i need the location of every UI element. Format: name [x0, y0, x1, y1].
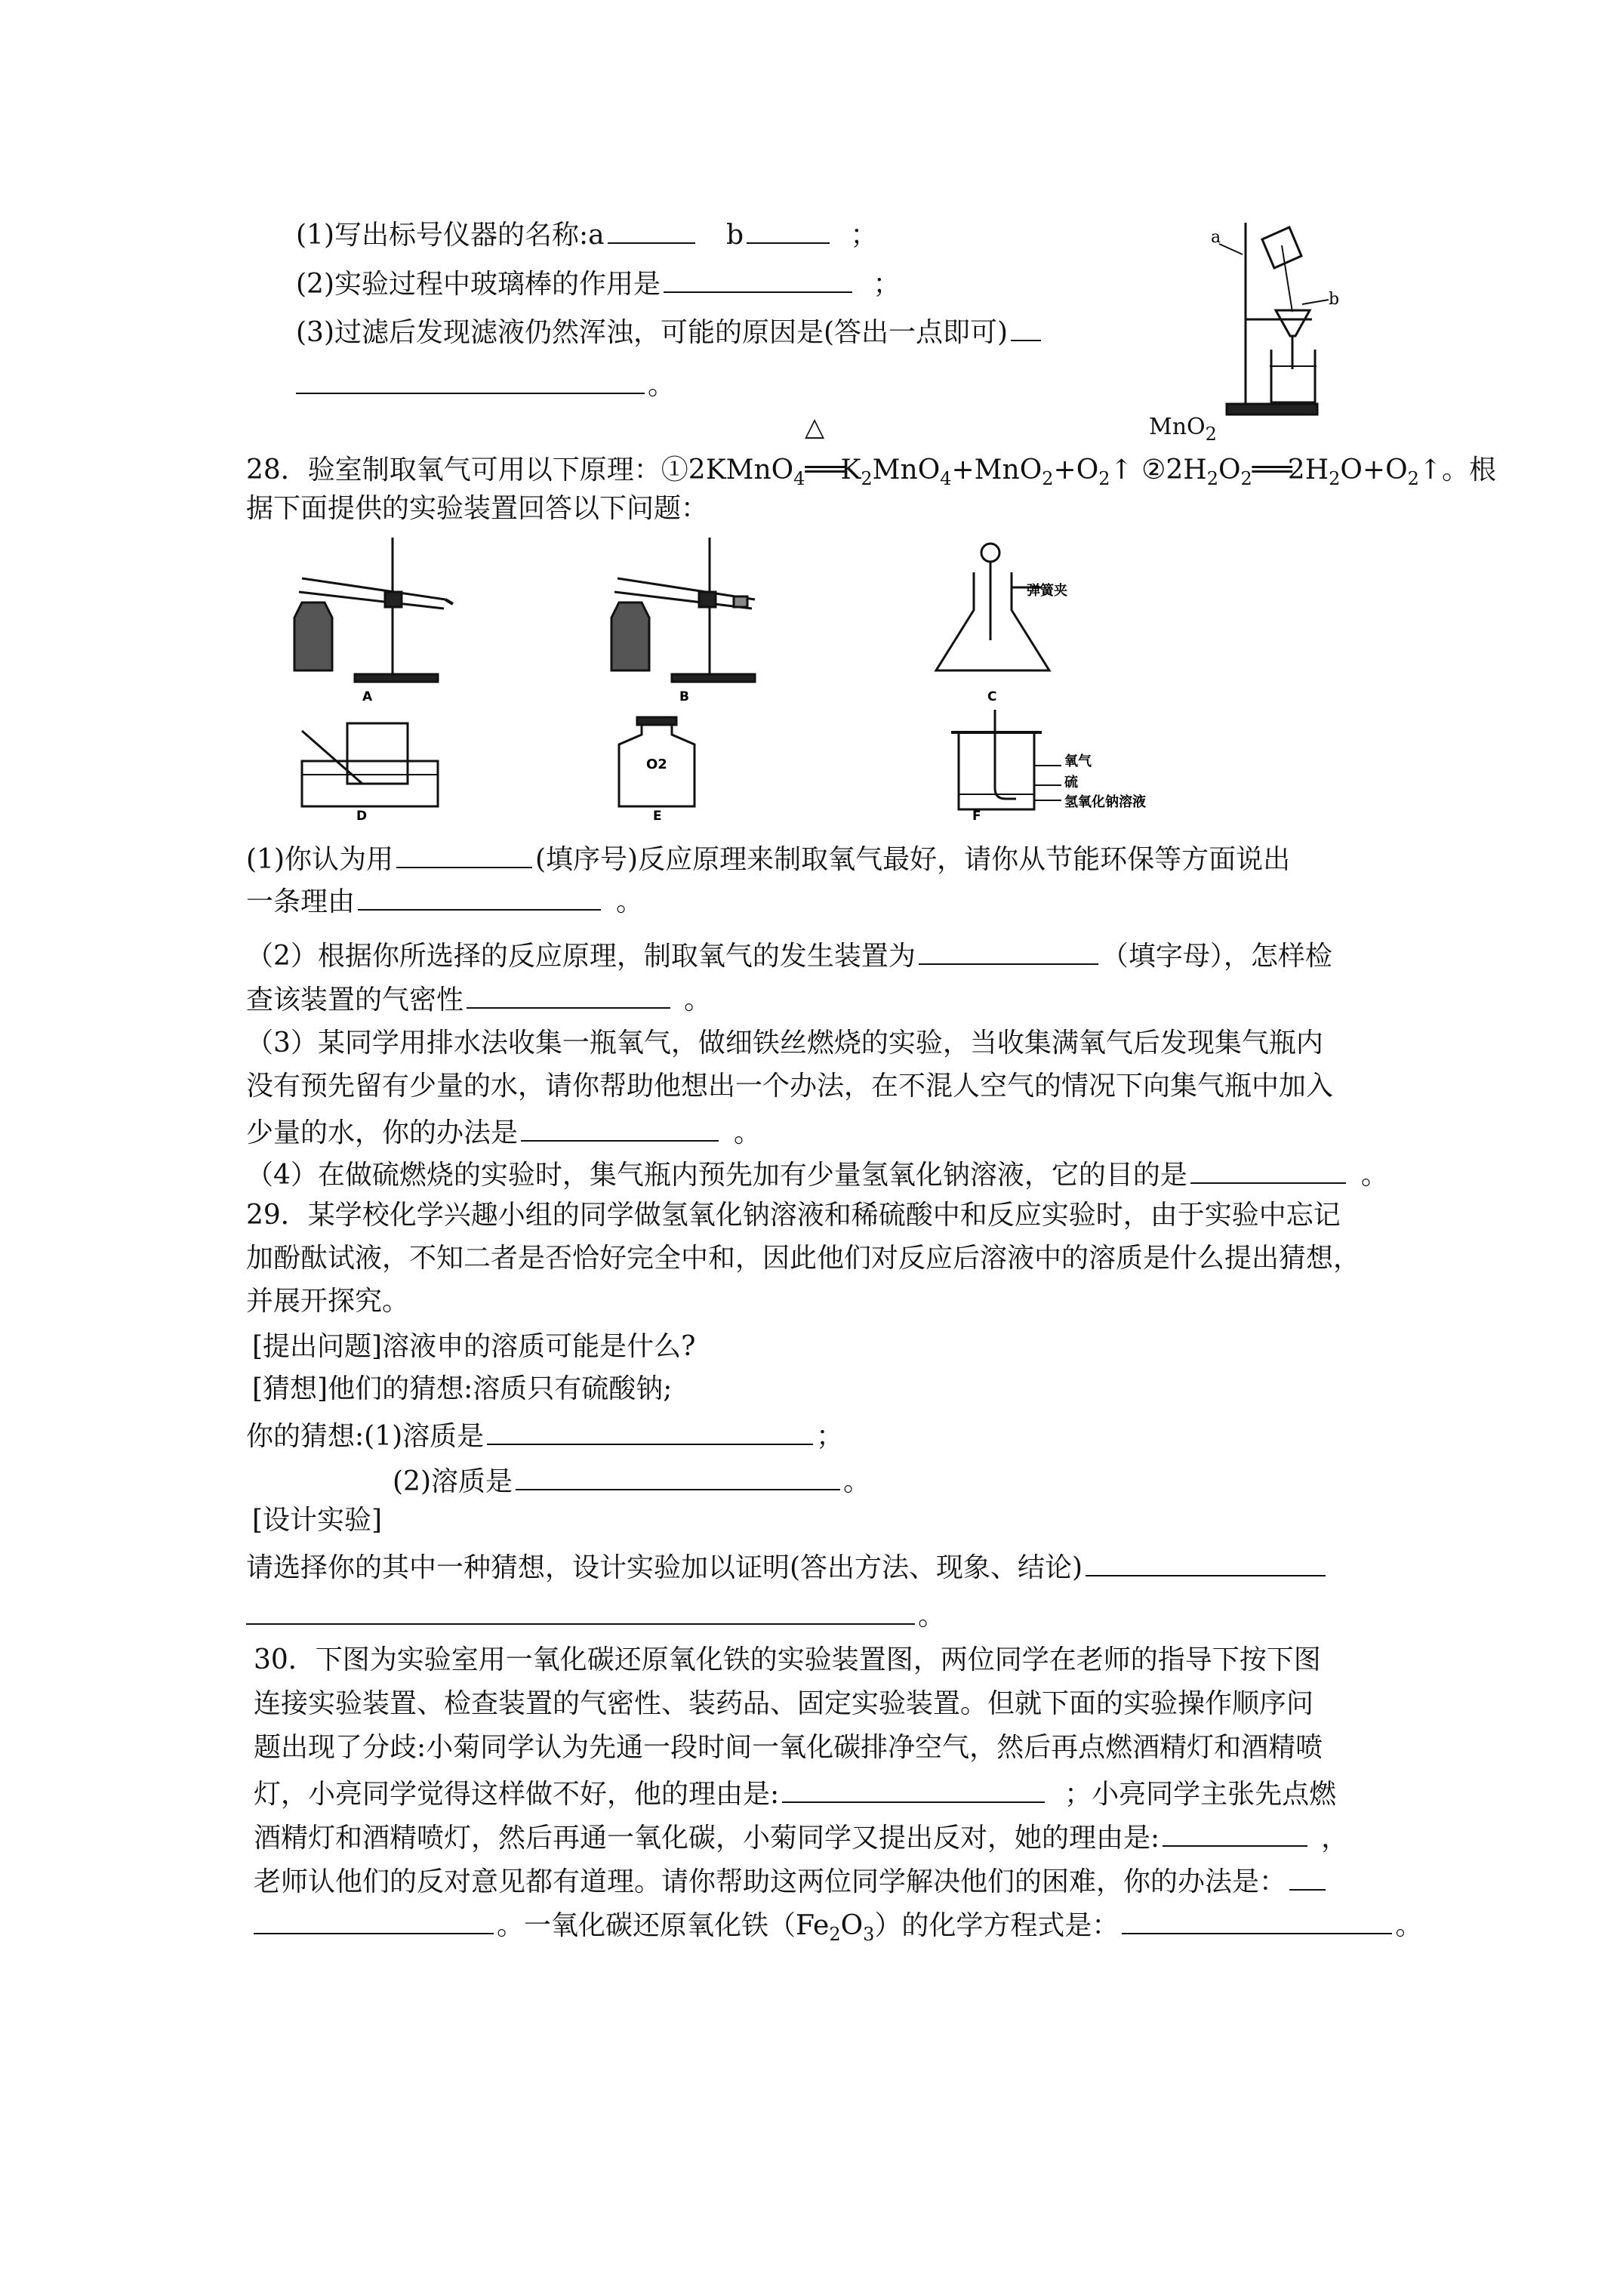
q28-p4: （4）在做硫燃烧的实验时，集气瓶内预先加有少量氢氧化钠溶液，它的目的是 。	[246, 1155, 1388, 1192]
q28-line1: 28．验室制取氧气可用以下原理：$①2KMnO_4═══K_2MnO_4+MnO_2+O_2↑$ $②2H_2O_2═══2H_2O+O_2↑$。根	[246, 455, 1497, 489]
apparatus-b-heating-tube-cotton	[611, 538, 755, 682]
apparatus-figure-group	[272, 535, 1238, 821]
q27-line1: (1)写出标号仪器的名称:a b ；	[296, 215, 878, 252]
q30-line5: 酒精灯和酒精喷灯，然后再通一氧化碳，小菊同学又提出反对，她的理由是: ，	[254, 1818, 1348, 1855]
q28-p3-line1: （3）某同学用排水法收集一瓶氧气，做细铁丝燃烧的实验，当收集满氧气后发现集气瓶内	[246, 1028, 1323, 1059]
oxygen-label: 氧气	[1064, 754, 1092, 769]
q29-hypothesis-heading: [猜想]他们的猜想:溶质只有硫酸钠;	[252, 1373, 673, 1404]
q28-p2-line1: （2）根据你所选择的反应原理，制取氧气的发生装置为 （填字母），怎样检	[246, 936, 1332, 973]
label-leader-b	[1302, 300, 1329, 304]
answer-blank-naoh-purpose[interactable]	[1190, 1155, 1346, 1184]
q30-line2: 连接实验装置、检查装置的气密性、装药品、固定实验装置。但就下面的实验操作顺序问	[254, 1688, 1314, 1719]
q29-design-heading: [设计实验]	[252, 1505, 383, 1536]
q30-line3: 题出现了分歧:小菊同学认为先通一段时间一氧化碳排净空气，然后再点燃酒精灯和酒精喷	[254, 1732, 1323, 1763]
fig-label-d: D	[356, 809, 368, 821]
answer-blank-solute-1[interactable]	[487, 1416, 813, 1445]
q30-line1: 30．下图为实验室用一氧化碳还原氧化铁的实验装置图，两位同学在老师的指导下按下图	[254, 1644, 1321, 1675]
answer-blank-experiment-cont[interactable]	[246, 1596, 915, 1625]
spring-clip-label: 弹簧夹	[1027, 583, 1067, 599]
q28-line2: 据下面提供的实验装置回答以下问题：	[246, 493, 709, 524]
q29-design-line2: 。	[246, 1596, 945, 1633]
q27-line2: (2)实验过程中玻璃棒的作用是 ；	[296, 264, 900, 301]
answer-blank-add-water[interactable]	[521, 1113, 719, 1142]
fig-label-c: C	[987, 689, 997, 704]
q29-line2: 加酚酞试液，不知二者是否恰好完全中和，因此他们对反应后溶液中的溶质是什么提出猜想，	[246, 1243, 1361, 1274]
fig-label-a: a	[1211, 228, 1221, 247]
q28-p2-line2: 查该装置的气密性 。	[246, 980, 711, 1017]
apparatus-f-sulfur-combustion	[951, 710, 1061, 809]
answer-blank-xiaoliang-reason[interactable]	[782, 1774, 1045, 1803]
glass-rod	[1282, 245, 1292, 312]
q29-your-guess-1: 你的猜想:(1)溶质是 ；	[246, 1416, 843, 1453]
q28-p3-line2: 没有预先留有少量的水，请你帮助他想出一个办法，在不混人空气的情况下向集气瓶中加入	[246, 1071, 1334, 1102]
q27-line3: (3)过滤后发现滤液仍然浑浊，可能的原因是(答出一点即可)	[296, 313, 1044, 350]
catalyst-condition-mark: MnO$_2$	[1149, 414, 1217, 445]
answer-blank-b[interactable]	[747, 215, 830, 244]
fig-label-f: F	[972, 809, 981, 821]
q30-line4: 灯，小亮同学觉得这样做不好，他的理由是: ；小亮同学主张先点燃	[254, 1774, 1336, 1811]
fig-label-b: B	[679, 689, 689, 704]
filtration-apparatus-figure	[1200, 215, 1344, 419]
apparatus-d-water-collection	[302, 723, 438, 806]
label-leader-a	[1219, 244, 1243, 254]
answer-blank-reason[interactable]	[358, 882, 601, 911]
answer-blank-equation[interactable]	[1122, 1906, 1392, 1934]
answer-blank-rod-use[interactable]	[664, 264, 852, 293]
answer-blank-principle[interactable]	[396, 840, 532, 868]
funnel	[1276, 310, 1310, 336]
q29-line3: 并展开探究。	[246, 1286, 410, 1317]
answer-blank-solution[interactable]	[1289, 1862, 1326, 1891]
q28-p1-line2: 一条理由 。	[246, 882, 643, 919]
answer-blank-experiment[interactable]	[1086, 1548, 1326, 1576]
answer-blank-turbid-reason[interactable]	[1011, 313, 1041, 341]
q28-p1-line1: (1)你认为用 (填序号)反应原理来制取氧气最好，请你从节能环保等方面说出	[246, 840, 1290, 877]
sulfur-label: 硫	[1064, 775, 1078, 791]
naoh-solution-label: 氢氧化钠溶液	[1064, 794, 1146, 810]
q29-question-heading: [提出问题]溶液申的溶质可能是什么?	[252, 1331, 696, 1362]
answer-blank-a[interactable]	[608, 215, 695, 244]
q30-line7: 。一氧化碳还原氧化铁$(Fe_2O_3)$的化学方程式是： 。	[254, 1906, 1422, 1951]
q29-line1: 29．某学校化学兴趣小组的同学做氢氧化钠溶液和稀硫酸中和反应实验时，由于实验中忘记	[246, 1200, 1341, 1231]
stand-base	[1227, 404, 1317, 415]
fig-label-b: b	[1329, 290, 1340, 309]
q29-design-prompt: 请选择你的其中一种猜想，设计实验加以证明(答出方法、现象、结论)	[246, 1548, 1329, 1585]
q28-p3-line3: 少量的水，你的办法是 。	[246, 1113, 761, 1150]
fig-label-e: E	[653, 809, 662, 821]
answer-blank-xiaoju-reason[interactable]	[1163, 1818, 1307, 1847]
equals-sign-1: ═══	[805, 455, 841, 485]
apparatus-c-flask-funnel	[936, 544, 1049, 670]
apparatus-a-heating-tube	[294, 538, 453, 682]
answer-blank-solution-cont[interactable]	[254, 1906, 494, 1934]
heat-condition-mark: △	[805, 412, 825, 442]
o2-bottle-label: O2	[646, 757, 667, 772]
fig-label-a: A	[362, 689, 373, 704]
q30-line6: 老师认他们的反对意见都有道理。请你帮助这两位同学解决他们的困难，你的办法是：	[254, 1862, 1329, 1899]
answer-blank-solute-2[interactable]	[516, 1462, 840, 1490]
equals-sign-2: ═══	[1252, 455, 1288, 485]
answer-blank-generator[interactable]	[919, 936, 1098, 965]
answer-blank-turbid-reason-cont[interactable]	[296, 365, 645, 394]
q29-your-guess-2: (2)溶质是 。	[393, 1462, 870, 1499]
q27-line4: 。	[296, 365, 675, 402]
answer-blank-airtightness[interactable]	[467, 980, 670, 1009]
